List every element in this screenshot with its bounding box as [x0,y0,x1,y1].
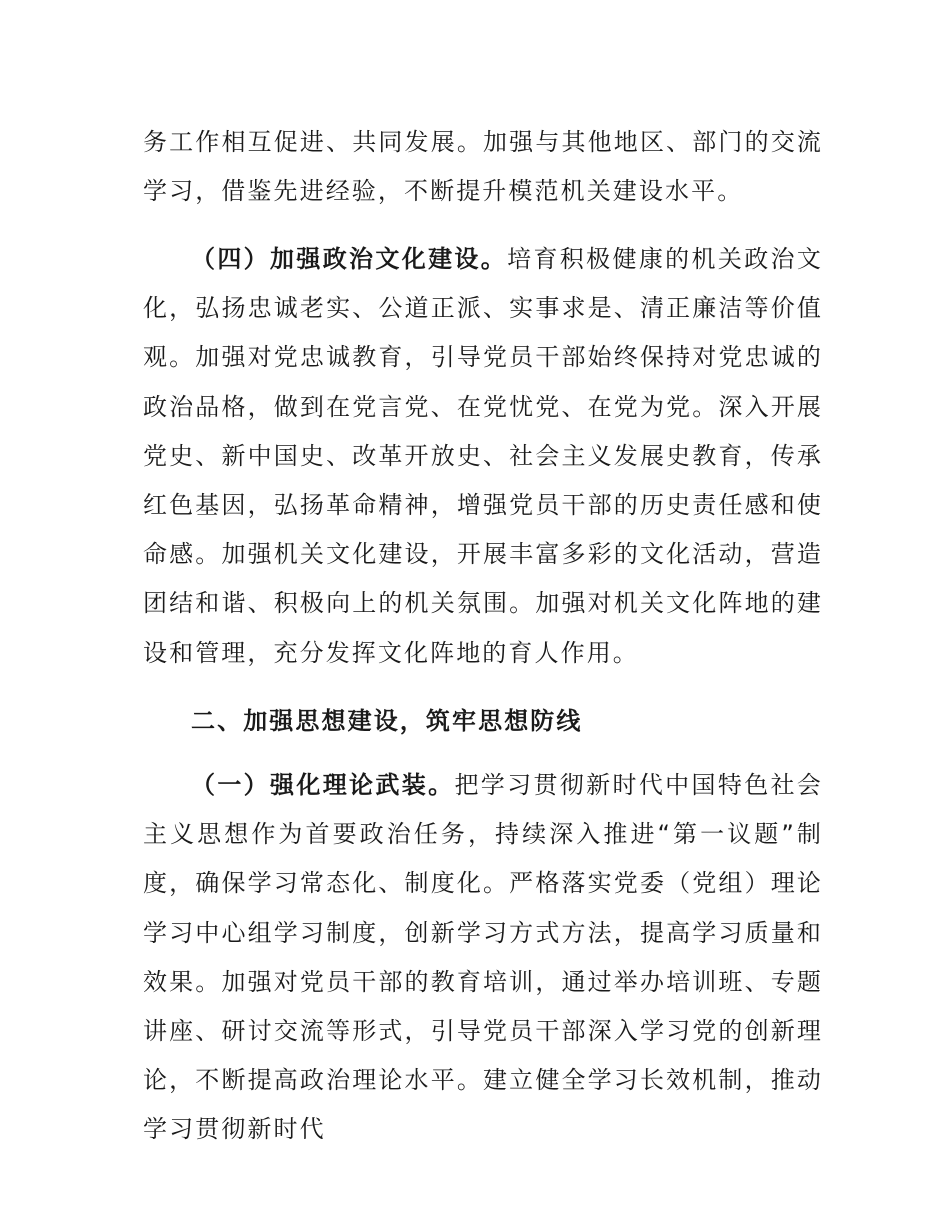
paragraph-lead-heading: （四）加强政治文化建设。 [191,245,508,273]
paragraph-text: 把学习贯彻新时代中国特色社会主义思想作为首要政治任务，持续深入推进“第一议题”制度，确保学习常态化、制度化。严格落实党委（党组）理论学习中心组学习制度，创新学习方式方法，提高学习质量和效果。加强对党员干部的教育培训，通过举办培训班、专题讲座、研讨交流等形式，引导党员干部深入学习党的创新理论，不断提高政治理论水平。建立健全学习长效机制，推动学习贯彻新时代 [143,771,823,1144]
paragraph-theory-study [143,761,823,1155]
section-title: 二、加强思想建设，筑牢思想防线 [191,707,583,735]
paragraph-text: 务工作相互促进、共同发展。加强与其他地区、部门的交流学习，借鉴先进经验，不断提升模范机关建设水平。 [143,128,823,206]
paragraph-political-culture [143,235,823,678]
paragraph-lead-heading: （一）强化理论武装。 [191,771,455,799]
paragraph-body [143,761,823,1155]
paragraph-text: 培育积极健康的机关政治文化，弘扬忠诚老实、公道正派、实事求是、清正廉洁等价值观。加强对党忠诚教育，引导党员干部始终保持对党忠诚的政治品格，做到在党言党、在党忧党、在党为党。深入开展党史、新中国史、改革开放史、社会主义发展史教育，传承红色基因，弘扬革命精神，增强党员干部的历史责任感和使命感。加强机关文化建设，开展丰富多彩的文化活动，营造团结和谐、积极向上的机关氛围。加强对机关文化阵地的建设和管理，充分发挥文化阵地的育人作用。 [143,245,823,667]
paragraph-continuation [143,118,823,216]
section-heading [143,697,823,746]
paragraph-body [143,235,823,678]
